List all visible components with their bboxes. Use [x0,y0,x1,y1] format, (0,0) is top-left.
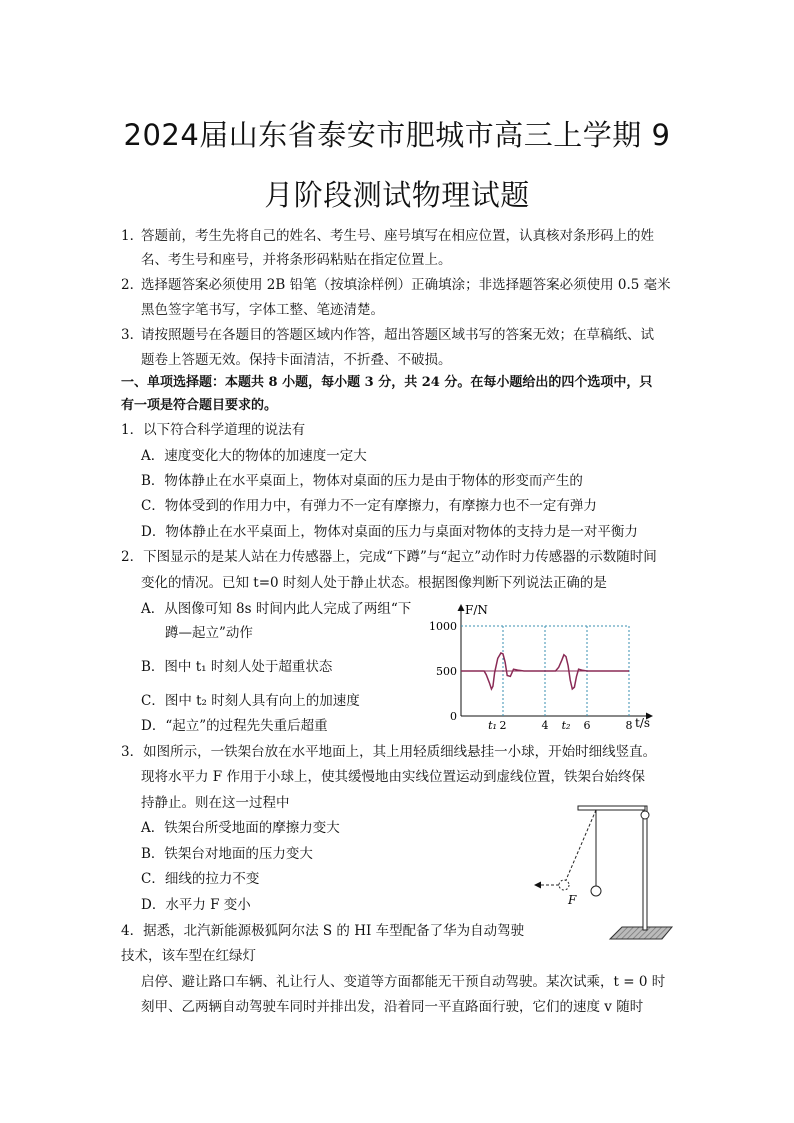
stand-arm [578,806,645,810]
ball-solid [591,886,601,896]
q1-option-a: A．速度变化大的物体的加速度一定大 [141,448,367,464]
x-axis-label: t/s [635,716,651,730]
q1-stem: 1．以下符合科学道理的说法有 [121,422,306,438]
thread-dashed [566,810,596,880]
section-header-line2: 有一项是符合题目要求的。 [121,398,278,413]
q2-stem-line1: 2．下图显示的是某人站在力传感器上，完成“下蹲”与“起立”动作时力传感器的示数随时间 [121,549,657,565]
q2-stem-line2: 变化的情况。已知 t=0 时刻人处于静止状态。根据图像判断下列说法正确的是 [141,575,607,591]
notice-1-line1: 答题前，考生先将自己的姓名、考生号、座号填写在相应位置，认真核对条形码上的姓 [141,228,654,244]
iron-stand-diagram [530,798,690,943]
q3-stem-line1: 3．如图所示，一铁架台放在水平地面上，其上用轻质细线悬挂一小球，开始时细线竖直。 [121,744,657,760]
notice-2-line2: 黑色签字笔书写，字体工整、笔迹清楚。 [141,302,384,318]
q1-option-b: B．物体静止在水平桌面上，物体对桌面的压力是由于物体的形变而产生的 [141,473,583,489]
q3-stem-line3: 持静止。则在这一过程中 [141,795,290,811]
x-tick-label-3: t₂ [561,719,571,732]
force-label: F [568,893,577,907]
x-tick-label-4: 6 [583,719,591,732]
force-time-chart [425,598,665,732]
q3-stem-line2: 现将水平力 F 作用于小球上，使其缓慢地由实线位置运动到虚线位置，铁架台始终保 [141,769,645,785]
notice-3-num: 3． [121,327,144,343]
notice-1-line2: 名、考生号和座号，并将条形码粘贴在指定位置上。 [141,252,452,268]
x-tick-label-0: t₁ [488,719,497,732]
y-tick-label-1: 500 [436,665,457,678]
notice-1-num: 1． [121,228,144,244]
stand-clamp [641,811,649,819]
ball-dashed [559,880,569,890]
q3-option-a: A．铁架台所受地面的摩擦力变大 [141,820,340,836]
q2-option-a-line1: A．从图像可知 8s 时间内此人完成了两组“下 [141,601,412,617]
q2-option-c: C．图中 t₂ 时刻人具有向上的加速度 [141,693,360,709]
x-tick-label-5: 8 [625,719,633,732]
notice-2-num: 2． [121,277,144,293]
y-tick-label-2: 1000 [429,620,457,633]
q4-line1: 4．据悉，北汽新能源极狐阿尔法 S 的 HI 车型配备了华为自动驾驶 [121,923,525,939]
q3-option-d: D．水平力 F 变小 [141,897,251,913]
q3-option-c: C．细线的拉力不变 [141,871,260,887]
notice-2-line1: 选择题答案必须使用 2B 铅笔（按填涂样例）正确填涂；非选择题答案必须使用 0.5 毫米 [141,277,671,293]
q2-option-a-line2: 蹲—起立”动作 [165,625,253,641]
notice-3-line1: 请按照题号在各题目的答题区域内作答，超出答题区域书写的答案无效；在草稿纸、试 [141,327,654,343]
paper-title-line1: 2024届山东省泰安市肥城市高三上学期 9 [123,118,671,152]
q2-option-b: B．图中 t₁ 时刻人处于超重状态 [141,659,333,675]
q1-option-d: D．物体静止在水平桌面上，物体对桌面的压力与桌面对物体的支持力是一对平衡力 [141,524,638,540]
q4-line3: 启停、避让路口车辆、礼让行人、变道等方面都能无干预自动驾驶。某次试乘，t = 0 时 [141,974,666,990]
stand-base [610,927,672,939]
y-axis-label: F/N [465,603,488,617]
x-tick-label-2: 4 [541,719,549,732]
x-tick-label-1: 2 [499,719,507,732]
q3-option-b: B．铁架台对地面的压力变大 [141,846,313,862]
paper-title-line2: 月阶段测试物理试题 [264,178,530,212]
y-tick-label-0: 0 [450,710,457,723]
notice-3-line2: 题卷上答题无效。保持卡面清洁，不折叠、不破损。 [141,352,452,368]
q4-line4: 刻甲、乙两辆自动驾驶车同时并排出发，沿着同一平直路面行驶，它们的速度 v 随时 [141,999,644,1015]
stand-pole [643,806,647,930]
q4-line2: 技术，该车型在红绿灯 [121,948,256,964]
q1-option-c: C．物体受到的作用力中，有弹力不一定有摩擦力，有摩擦力也不一定有弹力 [141,498,597,514]
section-header-line1: 一、单项选择题：本题共 8 小题，每小题 3 分，共 24 分。在每小题给出的四个选项中，只 [121,375,653,390]
q2-option-d: D．“起立”的过程先失重后超重 [141,718,328,734]
